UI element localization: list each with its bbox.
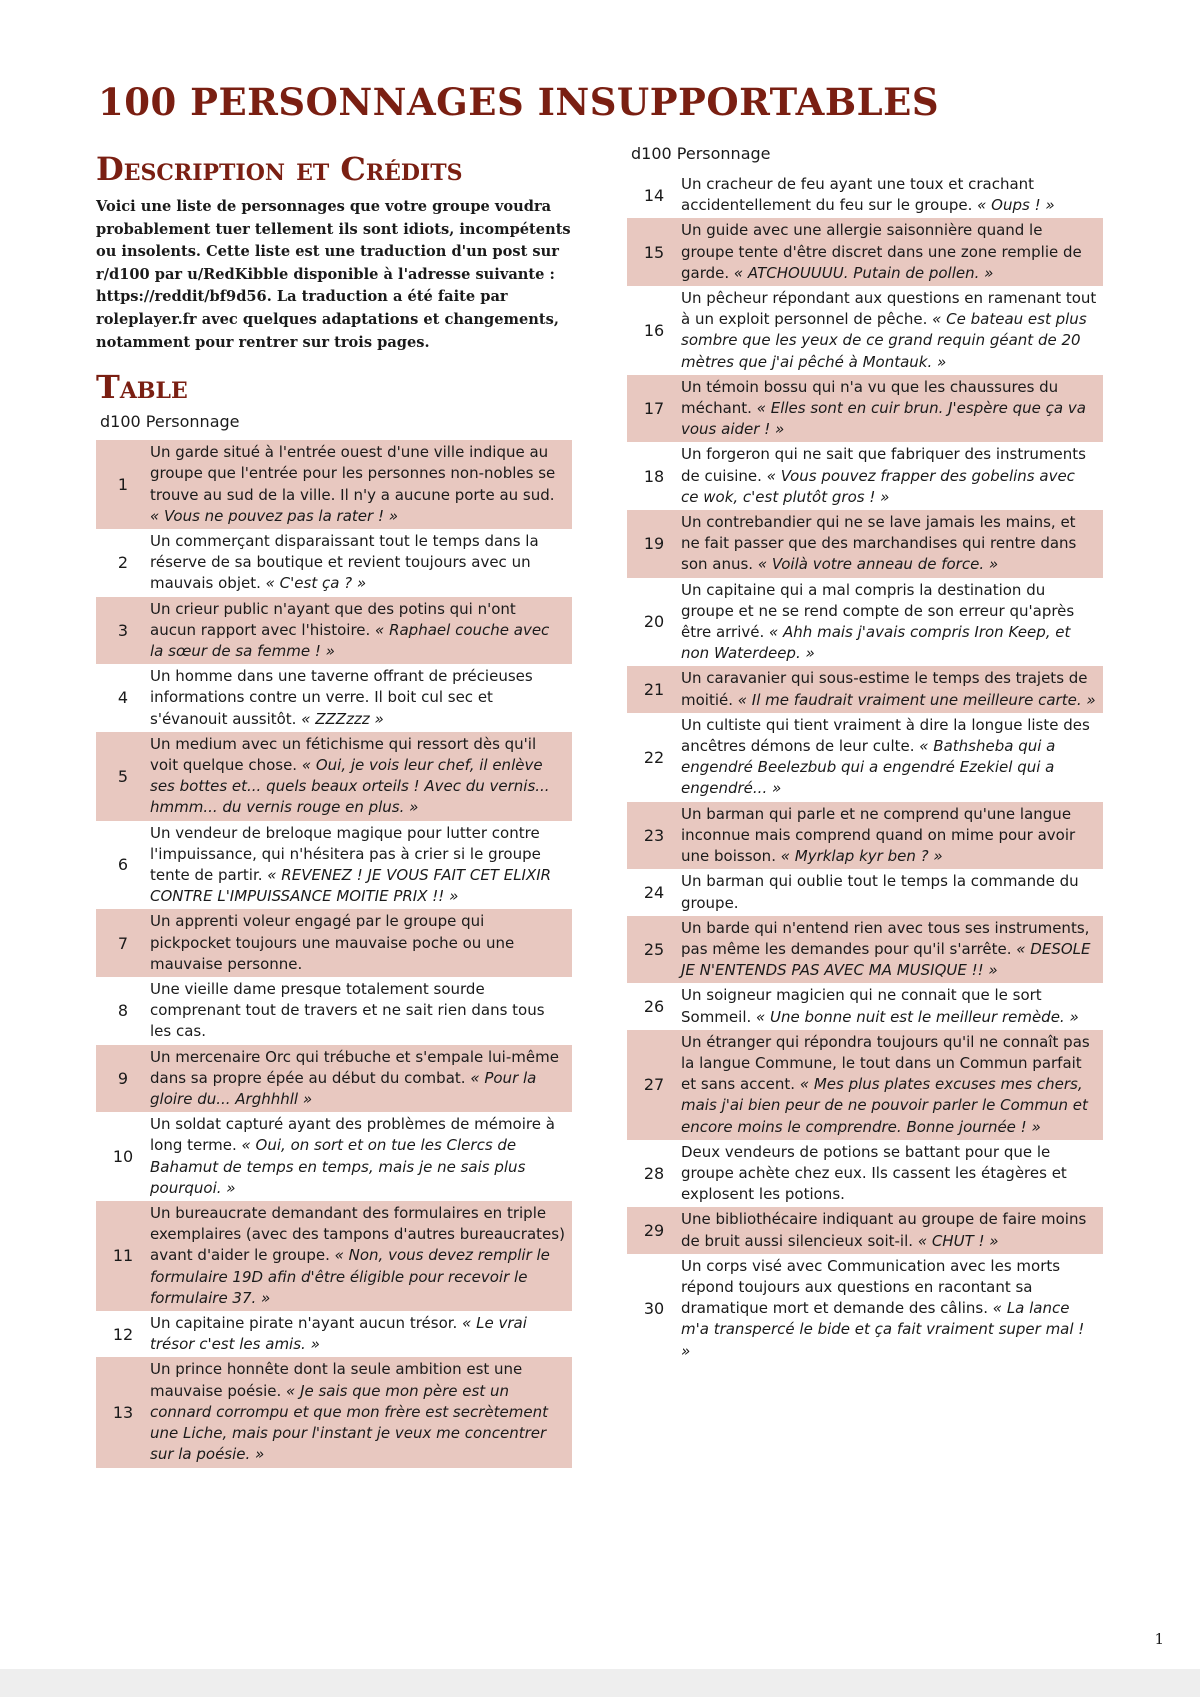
row-text: Un barde qui n'entend rien avec tous ses instruments, pas même les demandes pour qu'il s'arrête. <box>681 918 1090 958</box>
row-description <box>681 1209 1097 1251</box>
table-row <box>627 218 1103 286</box>
row-text: Un homme dans une taverne offrant de précieuses informations contre un verre. Il boit cul sec et s'évanouit aussitôt. <box>150 667 533 728</box>
row-text: Un étranger qui répondra toujours qu'il ne connaît pas la langue Commune, le tout dans un Commun parfait et sans accent. <box>681 1032 1090 1094</box>
table-row <box>627 1030 1103 1140</box>
row-quote: « Une bonne nuit est le meilleur remède. » <box>756 1007 1079 1026</box>
row-number: 4 <box>117 688 129 708</box>
row-description <box>150 1047 566 1111</box>
row-quote: « Non, vous devez remplir le formulaire 19D afin d'être éligible pour recevoir le formulaire 37. » <box>150 1246 550 1307</box>
row-text: Un capitaine qui a mal compris la destination du groupe et ne se rend compte de son erreur qu'après être arrivé. <box>681 580 1075 642</box>
table-row <box>96 664 572 732</box>
table-row <box>96 909 572 977</box>
row-description <box>681 1142 1097 1206</box>
row-description <box>681 174 1097 216</box>
row-text: Un soldat capturé ayant des problèmes de mémoire à long terme. <box>150 1115 555 1155</box>
row-number: 12 <box>112 1324 134 1344</box>
row-description <box>681 985 1097 1027</box>
left-column <box>96 150 572 1468</box>
row-number: 23 <box>643 825 665 845</box>
row-quote: « Il me faudrait vraiment une meilleure carte. » <box>737 690 1096 709</box>
table-row <box>627 172 1103 218</box>
row-description <box>150 1359 566 1465</box>
row-number: 6 <box>117 855 129 875</box>
row-text: Un barman qui oublie tout le temps la commande du groupe. <box>681 872 1079 912</box>
table-rows-right <box>627 172 1103 1364</box>
row-quote: « Elles sont en cuir brun. J'espère que ça va vous aider ! » <box>681 399 1086 439</box>
row-text: Un vendeur de breloque magique pour lutter contre l'impuissance, qui n'hésitera pas à crier si le groupe tente de partir. <box>150 823 541 885</box>
row-description <box>681 804 1097 868</box>
row-quote: « CHUT ! » <box>917 1231 999 1250</box>
table-row <box>96 1311 572 1357</box>
table-row <box>627 1140 1103 1208</box>
row-number: 5 <box>117 766 129 786</box>
row-number: 10 <box>112 1147 134 1167</box>
table-row <box>627 442 1103 510</box>
row-text: Un cracheur de feu ayant une toux et crachant accidentellement du feu sur le groupe. <box>681 175 1035 215</box>
table-row <box>627 869 1103 915</box>
table-row <box>627 1207 1103 1253</box>
row-description <box>681 288 1097 373</box>
row-number: 24 <box>643 882 665 902</box>
row-number: 17 <box>643 399 665 419</box>
row-description <box>681 377 1097 441</box>
row-quote: « Pour la gloire du... Arghhhll » <box>150 1068 537 1109</box>
table-row <box>96 440 572 529</box>
table-row <box>627 1254 1103 1364</box>
row-description <box>681 1032 1097 1138</box>
row-description <box>150 734 566 819</box>
row-quote: « Oups ! » <box>977 196 1055 215</box>
table-row <box>627 666 1103 712</box>
table-row <box>627 286 1103 375</box>
table-heading: Table <box>96 368 188 407</box>
table-row <box>627 713 1103 802</box>
row-number: 30 <box>643 1299 665 1319</box>
row-description <box>681 512 1097 576</box>
row-number: 3 <box>117 620 129 640</box>
table-row <box>96 977 572 1045</box>
table-row <box>96 1357 572 1467</box>
row-quote: « Oui, on sort et on tue les Clercs de Bahamut de temps en temps, mais je ne sais plus pourquoi. » <box>150 1136 526 1197</box>
description-text-part: avec quelques adaptations et changements, notamment pour rentrer sur trois pages. <box>96 310 559 351</box>
row-text: Un cultiste qui tient vraiment à dire la longue liste des ancêtres démons de leur culte. <box>681 715 1090 756</box>
table-row <box>96 732 572 821</box>
row-text: Un contrebandier qui ne se lave jamais les mains, et ne fait passer que des marchandises qui rentre dans son anus. <box>681 513 1077 574</box>
row-text: Un apprenti voleur engagé par le groupe qui pickpocket toujours une mauvaise poche ou une mauvaise personne. <box>150 912 515 973</box>
page-title: 100 PERSONNAGES INSUPPORTABLES <box>98 80 940 124</box>
row-number: 18 <box>643 466 665 486</box>
row-text: Un corps visé avec Communication avec les morts répond toujours aux questions en racontant sa dramatique mort et demande des câlins. <box>681 1256 1061 1318</box>
row-text: Un mercenaire Orc qui trébuche et s'empale lui-même dans sa propre épée au début du combat. <box>150 1047 559 1087</box>
row-description <box>681 1256 1097 1362</box>
row-quote: « ZZZzzz » <box>301 709 384 728</box>
row-description <box>150 442 566 527</box>
row-number: 13 <box>112 1402 134 1422</box>
row-description <box>150 823 566 908</box>
row-text: Un soigneur magicien qui ne connait que le sort Sommeil. <box>681 986 1042 1026</box>
row-number: 26 <box>643 996 665 1016</box>
row-description <box>681 220 1097 284</box>
row-text: Un prince honnête dont la seule ambition est une mauvaise poésie. <box>150 1360 523 1400</box>
row-description <box>681 580 1097 665</box>
row-text: Un barman qui parle et ne comprend qu'une langue inconnue mais comprend quand on mime pour avoir une boisson. <box>681 804 1076 866</box>
row-number: 15 <box>643 242 665 262</box>
row-text: Un guide avec une allergie saisonnière quand le groupe tente d'être discret dans une zone remplie de garde. <box>681 221 1082 282</box>
table-row <box>96 821 572 910</box>
row-number: 8 <box>117 1001 129 1021</box>
table-row <box>627 578 1103 667</box>
row-number: 9 <box>117 1068 129 1088</box>
row-text: Un garde situé à l'entrée ouest d'une ville indique au groupe que l'entrée pour les personnes non-nobles se trouve au sud de la ville. Il n'y a aucune porte au sud. <box>150 443 556 504</box>
table-header: d100 Personnage <box>631 144 771 163</box>
row-description <box>681 871 1097 913</box>
row-quote: « Voilà votre anneau de force. » <box>757 555 999 574</box>
row-number: 21 <box>643 680 665 700</box>
row-number: 7 <box>117 933 129 953</box>
row-quote: « DESOLE JE N'ENTENDS PAS AVEC MA MUSIQUE !! » <box>681 939 1091 980</box>
row-number: 28 <box>643 1163 665 1183</box>
row-quote: « Oui, je vois leur chef, il enlève ses bottes et... quels beaux orteils ! Avec du vernis... hmmm... du vernis rouge en plus. » <box>150 756 550 817</box>
row-quote: « Myrklap kyr ben ? » <box>780 847 943 866</box>
table-row <box>627 510 1103 578</box>
row-description <box>150 1313 566 1355</box>
row-quote: « Bathsheba qui a engendré Beelezbub qui a engendré Ezekiel qui a engendré... » <box>681 737 1056 798</box>
row-quote: « Vous ne pouvez pas la rater ! » <box>150 506 398 525</box>
table-row <box>96 529 572 597</box>
row-text: Un pêcheur répondant aux questions en ramenant tout à un exploit personnel de pêche. <box>681 289 1097 329</box>
page-number: 1 <box>1154 1630 1164 1648</box>
table-header: d100 Personnage <box>100 412 240 432</box>
row-quote: « Raphael couche avec la sœur de sa femme ! » <box>150 620 550 660</box>
row-text: Une vieille dame presque totalement sourde comprenant tout de travers et ne sait rien dans tous les cas. <box>150 980 545 1041</box>
row-text: Un medium avec un fétichisme qui ressort dès qu'il voit quelque chose. <box>150 734 537 774</box>
table-row <box>96 1112 572 1201</box>
row-description <box>681 444 1097 508</box>
row-number: 16 <box>643 320 665 340</box>
table-row <box>627 983 1103 1029</box>
row-quote: « Le vrai trésor c'est les amis. » <box>150 1314 527 1354</box>
row-text: Un commerçant disparaissant tout le temps dans la réserve de sa boutique et revient toujours avec un mauvais objet. <box>150 531 539 593</box>
table-row <box>96 1201 572 1311</box>
row-text: Un caravanier qui sous-estime le temps des trajets de moitié. <box>681 669 1088 709</box>
row-number: 14 <box>643 185 665 205</box>
row-number: 22 <box>643 747 665 767</box>
description-text <box>96 196 572 354</box>
row-text: Une bibliothécaire indiquant au groupe de faire moins de bruit aussi silencieux soit-il. <box>681 1210 1087 1250</box>
table-row <box>96 1045 572 1113</box>
row-description <box>150 666 566 730</box>
table-row <box>627 802 1103 870</box>
description-text-part: disponible à l'adresse suivante : https://reddit/bf9d56. La traduction a été faite par <box>96 265 555 306</box>
row-text: Un capitaine pirate n'ayant aucun trésor. <box>150 1314 463 1333</box>
row-quote: « La lance m'a transpercé le bide et ça fait vraiment super mal ! » <box>681 1299 1085 1360</box>
row-quote: « ATCHOUUUU. Putain de pollen. » <box>733 263 994 282</box>
row-text: Deux vendeurs de potions se battant pour que le groupe achète chez eux. Ils cassent les étagères et explosent les potions. <box>681 1142 1067 1204</box>
row-description <box>150 911 566 975</box>
row-number: 27 <box>643 1075 665 1095</box>
row-description <box>150 1203 566 1309</box>
row-text: Un bureaucrate demandant des formulaires en triple exemplaires (avec des tampons d'autres bureaucrates) avant d'aider le groupe. <box>150 1204 565 1265</box>
roleplayer-link[interactable]: roleplayer.fr <box>96 310 197 328</box>
row-description <box>681 668 1097 710</box>
footer-band <box>0 1669 1200 1697</box>
row-quote: « Vous pouvez frapper des gobelins avec ce wok, c'est plutôt gros ! » <box>681 466 1075 506</box>
row-description <box>150 599 566 663</box>
row-number: 20 <box>643 612 665 632</box>
row-quote: « Je sais que mon père est un connard corrompu et que mon frère est secrètement une Liche, mais pour l'instant je veux me concentrer sur la poésie. » <box>150 1381 548 1464</box>
row-quote: « Ce bateau est plus sombre que les yeux de ce grand requin géant de 20 mètres que j'ai pêché à Montauk. » <box>681 310 1087 371</box>
table-row <box>96 597 572 665</box>
description-heading: Description et Crédits <box>96 150 463 188</box>
row-number: 29 <box>643 1220 665 1240</box>
row-description <box>681 918 1097 982</box>
row-number: 25 <box>643 939 665 959</box>
row-quote: « Ahh mais j'avais compris Iron Keep, et non Waterdeep. » <box>681 623 1071 663</box>
row-number: 11 <box>112 1246 134 1266</box>
row-description <box>150 979 566 1043</box>
row-number: 2 <box>117 553 129 573</box>
row-text: Un témoin bossu qui n'a vu que les chaussures du méchant. <box>681 377 1059 418</box>
description-text-part: Voici une liste de personnages que votre groupe voudra probablement tuer tellement ils sont idiots, incompétents ou insolents. Cette liste est une traduction d'un post sur r/d100 par <box>96 198 571 283</box>
row-number: 19 <box>643 534 665 554</box>
table-rows-left <box>96 440 572 1467</box>
row-number: 1 <box>117 474 129 494</box>
row-description <box>150 531 566 595</box>
row-text: Un forgeron qui ne sait que fabriquer des instruments de cuisine. <box>681 445 1086 485</box>
row-description <box>150 1114 566 1199</box>
right-column <box>627 142 1103 1364</box>
table-row <box>627 375 1103 443</box>
reddit-user-link[interactable]: u/RedKibble <box>187 265 289 283</box>
row-text: Un crieur public n'ayant que des potins qui n'ont aucun rapport avec l'histoire. <box>150 599 516 639</box>
row-description <box>681 715 1097 800</box>
row-quote: « Mes plus plates excuses mes chers, mais j'ai bien peur de ne pouvoir parler le Commun et encore moins le comprendre. Bonne journée ! » <box>681 1075 1088 1136</box>
row-quote: « REVENEZ ! JE VOUS FAIT CET ELIXIR CONTRE L'IMPUISSANCE MOITIE PRIX !! » <box>150 866 552 906</box>
table-row <box>627 916 1103 984</box>
row-quote: « C'est ça ? » <box>265 574 367 593</box>
